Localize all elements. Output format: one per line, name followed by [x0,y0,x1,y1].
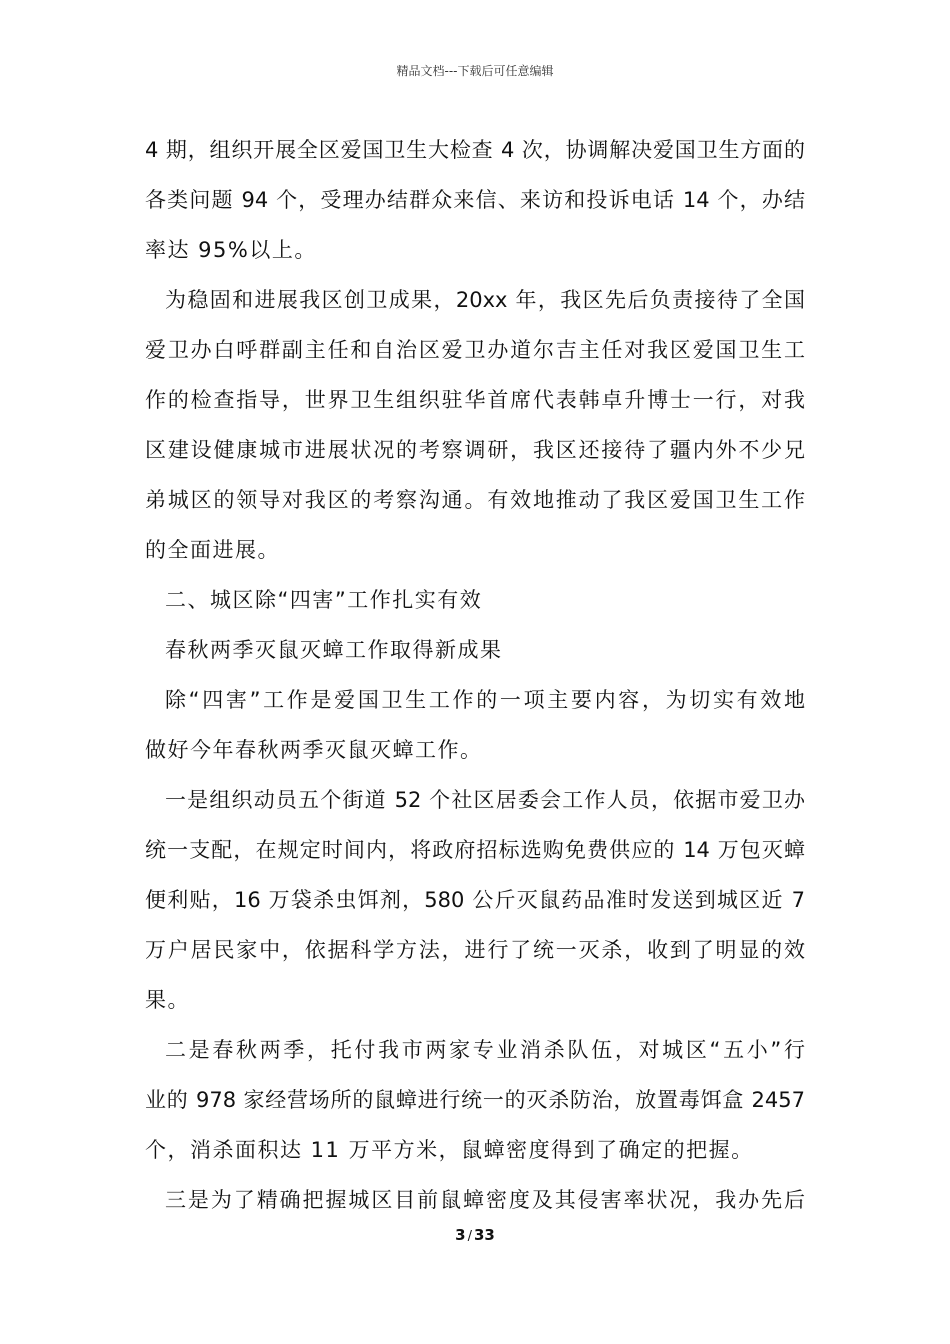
text-line: 统一支配，在规定时间内，将政府招标选购免费供应的 14 万包灭蟑 [145,838,805,862]
text-line: 作的检查指导，世界卫生组织驻华首席代表韩卓升博士一行，对我 [145,388,805,412]
text-line: 除“四害”工作是爱国卫生工作的一项主要内容，为切实有效地 [165,688,805,712]
page-number [0,1226,950,1244]
text-line: 个，消杀面积达 11 万平方米，鼠蟑密度得到了确定的把握。 [145,1138,754,1162]
text-line: 便利贴，16 万袋杀虫饵剂，580 公斤灭鼠药品准时发送到城区近 7 [145,888,805,912]
subsection-heading: 春秋两季灭鼠灭蟑工作取得新成果 [165,638,503,662]
text-line: 区建设健康城市进展状况的考察调研，我区还接待了疆内外不少兄 [145,438,805,462]
text-line: 做好今年春秋两季灭鼠灭蟑工作。 [145,738,483,762]
text-line: 弟城区的领导对我区的考察沟通。有效地推动了我区爱国卫生工作 [145,488,805,512]
text-line: 爱卫办白呼群副主任和自治区爱卫办道尔吉主任对我区爱国卫生工 [145,338,805,362]
text-line: 业的 978 家经营场所的鼠蟑进行统一的灭杀防治，放置毒饵盒 2457 [145,1088,805,1112]
text-line: 万户居民家中，依据科学方法，进行了统一灭杀，收到了明显的效 [145,938,805,962]
section-heading: 二、城区除“四害”工作扎实有效 [165,588,483,612]
text-line: 果。 [145,988,190,1012]
text-line: 三是为了精确把握城区目前鼠蟑密度及其侵害率状况，我办先后 [165,1188,805,1212]
text-line: 各类问题 94 个，受理办结群众来信、来访和投诉电话 14 个，办结 [145,188,805,212]
text-line: 率达 95%以上。 [145,238,317,262]
text-line: 的全面进展。 [145,538,280,562]
document-body [145,125,805,1225]
total-pages: 33 [473,1226,495,1244]
text-line: 二是春秋两季，托付我市两家专业消杀队伍，对城区“五小”行 [165,1038,805,1062]
page-separator: / [467,1229,472,1244]
text-line: 4 期，组织开展全区爱国卫生大检查 4 次，协调解决爱国卫生方面的 [145,138,805,162]
page-header: 精品文档---下载后可任意编辑 [396,64,554,78]
text-line: 一是组织动员五个街道 52 个社区居委会工作人员，依据市爱卫办 [165,788,805,812]
text-line: 为稳固和进展我区创卫成果，20xx 年，我区先后负责接待了全国 [165,288,805,312]
current-page: 3 [455,1226,466,1244]
